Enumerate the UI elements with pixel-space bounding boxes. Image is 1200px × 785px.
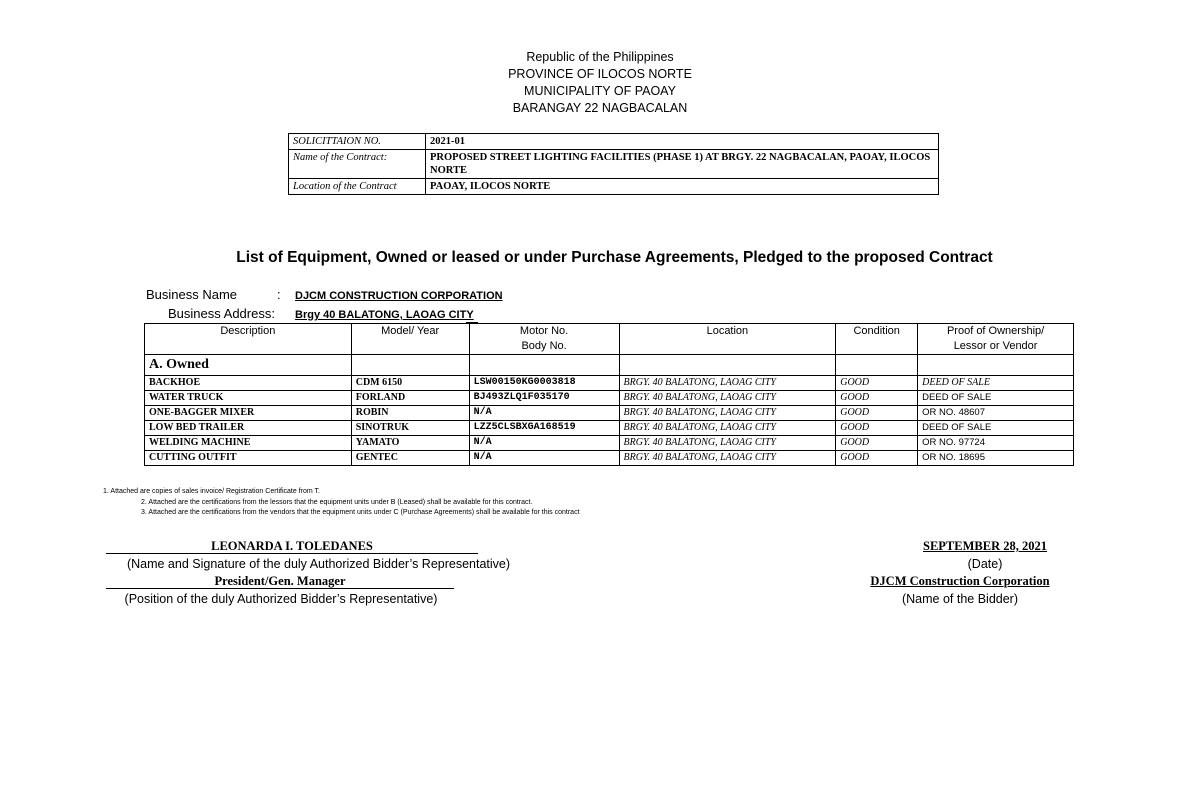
empty-cell <box>918 355 1074 376</box>
section-label-owned: A. Owned <box>145 355 352 376</box>
table-row <box>145 451 1074 466</box>
cell-description: WATER TRUCK <box>145 391 352 406</box>
contract-name-row <box>289 150 939 179</box>
cell-motor: N/A <box>469 436 619 451</box>
representative-name: LEONARDA I. TOLEDANES <box>211 539 373 553</box>
date-caption: (Date) <box>967 557 1003 571</box>
cell-location: BRGY. 40 BALATONG, LAOAG CITY <box>619 451 836 466</box>
cell-motor: LSW00150KG0003818 <box>469 376 619 391</box>
header-motor-body <box>469 324 619 355</box>
bidder-caption: (Name of the Bidder) <box>901 592 1019 606</box>
business-address-label: Business Address: <box>168 306 275 321</box>
header-proof-line2: Lessor or Vendor <box>953 340 1038 352</box>
header-line-republic: Republic of the Philippines <box>526 50 674 64</box>
cell-proof: DEED OF SALE <box>918 421 1074 436</box>
business-name-value: DJCM CONSTRUCTION CORPORATION <box>295 290 503 302</box>
table-row <box>145 421 1074 436</box>
header-description: Description <box>145 324 352 355</box>
cell-condition: GOOD <box>836 451 918 466</box>
table-header-row <box>145 324 1074 355</box>
solicitation-value: 2021-01 <box>426 134 939 150</box>
table-row <box>145 406 1074 421</box>
cell-location: BRGY. 40 BALATONG, LAOAG CITY <box>619 376 836 391</box>
contract-name-value: PROPOSED STREET LIGHTING FACILITIES (PHASE 1) AT BRGY. 22 NAGBACALAN, PAOAY, ILOCOS NORTE <box>426 150 939 179</box>
page-title: List of Equipment, Owned or leased or under Purchase Agreements, Pledged to the proposed Contract <box>236 249 993 266</box>
business-address-value: Brgy 40 BALATONG, LAOAG CITY <box>295 309 474 321</box>
note-1: 1. Attached are copies of sales invoice/ Registration Certificate from T. <box>103 488 320 495</box>
bidder-name: DJCM Construction Corporation <box>870 574 1050 588</box>
cell-condition: GOOD <box>836 376 918 391</box>
cell-description: CUTTING OUTFIT <box>145 451 352 466</box>
cell-model: CDM 6150 <box>351 376 469 391</box>
cell-proof: OR NO. 18695 <box>918 451 1074 466</box>
cell-motor: LZZ5CLSBXGA168519 <box>469 421 619 436</box>
note-3: 3. Attached are the certifications from the vendors that the equipment units under C (Purchase Agreements) shall be available for this contract <box>141 509 580 516</box>
cell-description: WELDING MACHINE <box>145 436 352 451</box>
header-body-no: Body No. <box>521 340 567 352</box>
cell-description: ONE-BAGGER MIXER <box>145 406 352 421</box>
representative-name-line <box>106 553 478 554</box>
cell-model: ROBIN <box>351 406 469 421</box>
solicitation-row <box>289 134 939 150</box>
header-condition: Condition <box>836 324 918 355</box>
header-line-municipality: MUNICIPALITY OF PAOAY <box>524 84 676 98</box>
representative-position-caption: (Position of the duly Authorized Bidder’s Representative) <box>124 592 438 606</box>
solicitation-table <box>288 133 939 195</box>
contract-location-row <box>289 179 939 195</box>
cell-model: YAMATO <box>351 436 469 451</box>
cell-proof: OR NO. 97724 <box>918 436 1074 451</box>
signing-date: SEPTEMBER 28, 2021 <box>923 539 1047 553</box>
business-name-colon: : <box>277 287 281 302</box>
cell-motor: N/A <box>469 451 619 466</box>
contract-location-value: PAOAY, ILOCOS NORTE <box>426 179 939 195</box>
cell-proof: OR NO. 48607 <box>918 406 1074 421</box>
empty-cell <box>351 355 469 376</box>
cell-description: LOW BED TRAILER <box>145 421 352 436</box>
cell-model: GENTEC <box>351 451 469 466</box>
contract-location-label: Location of the Contract <box>289 179 426 195</box>
header-model-year: Model/ Year <box>351 324 469 355</box>
equipment-table <box>144 323 1074 466</box>
section-row-owned <box>145 355 1074 376</box>
header-line-province: PROVINCE OF ILOCOS NORTE <box>508 67 692 81</box>
cell-description: BACKHOE <box>145 376 352 391</box>
document-header <box>0 49 1200 117</box>
cell-location: BRGY. 40 BALATONG, LAOAG CITY <box>619 406 836 421</box>
table-row <box>145 391 1074 406</box>
header-line-barangay: BARANGAY 22 NAGBACALAN <box>512 101 688 115</box>
cell-location: BRGY. 40 BALATONG, LAOAG CITY <box>619 391 836 406</box>
cell-condition: GOOD <box>836 406 918 421</box>
cell-proof: DEED OF SALE <box>918 391 1074 406</box>
header-proof-line1: Proof of Ownership/ <box>946 325 1045 337</box>
header-proof <box>918 324 1074 355</box>
cell-model: SINOTRUK <box>351 421 469 436</box>
cell-model: FORLAND <box>351 391 469 406</box>
table-row <box>145 436 1074 451</box>
cell-condition: GOOD <box>836 421 918 436</box>
header-motor-no: Motor No. <box>519 325 569 337</box>
cell-location: BRGY. 40 BALATONG, LAOAG CITY <box>619 436 836 451</box>
representative-position: President/Gen. Manager <box>214 574 346 588</box>
contract-name-label: Name of the Contract: <box>289 150 426 179</box>
cell-motor: BJ493ZLQ1F035170 <box>469 391 619 406</box>
cell-condition: GOOD <box>836 391 918 406</box>
representative-name-caption: (Name and Signature of the duly Authorized Bidder’s Representative) <box>126 557 511 571</box>
note-2: 2. Attached are the certifications from the lessors that the equipment units under B (Leased) shall be available for this contract. <box>141 499 533 506</box>
empty-cell <box>619 355 836 376</box>
empty-cell <box>836 355 918 376</box>
header-location: Location <box>619 324 836 355</box>
cell-proof: DEED OF SALE <box>918 376 1074 391</box>
business-name-label: Business Name <box>146 287 238 302</box>
empty-cell <box>469 355 619 376</box>
solicitation-label: SOLICITTAION NO. <box>289 134 426 150</box>
cell-motor: N/A <box>469 406 619 421</box>
cell-condition: GOOD <box>836 436 918 451</box>
table-row <box>145 376 1074 391</box>
representative-position-line <box>106 588 454 589</box>
cell-location: BRGY. 40 BALATONG, LAOAG CITY <box>619 421 836 436</box>
